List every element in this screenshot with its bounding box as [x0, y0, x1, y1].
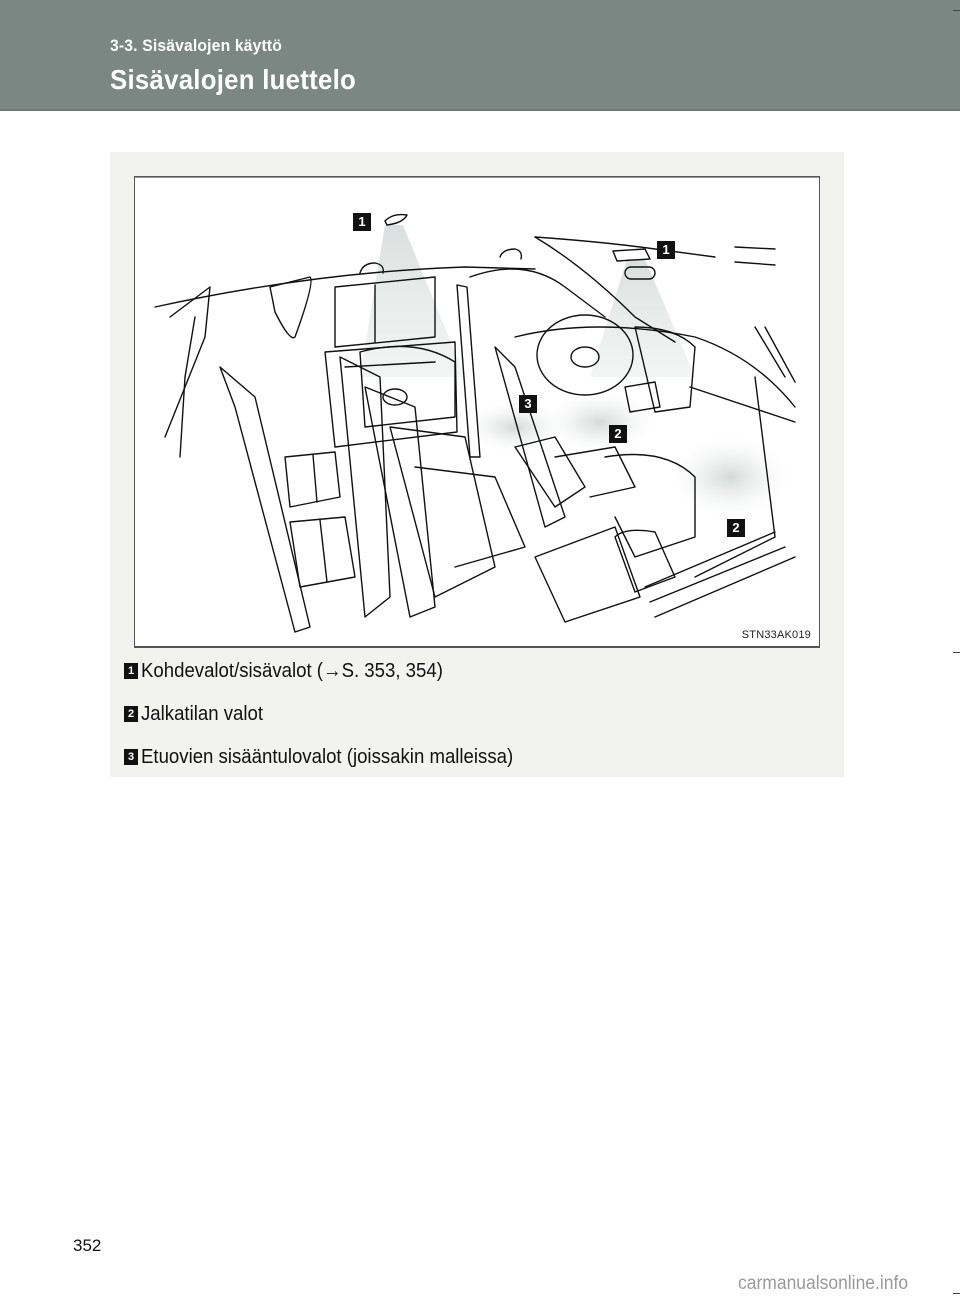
callout-1-rear-dome: 1: [353, 213, 371, 231]
legend: [124, 656, 541, 785]
watermark-link[interactable]: carmanualsonline.info: [738, 1273, 909, 1294]
car-interior-line-drawing: [135, 177, 819, 647]
figure-code: STN33AK019: [741, 629, 811, 641]
legend-number-badge: 1: [124, 663, 138, 679]
legend-number-badge: 2: [124, 706, 138, 722]
header-band: [0, 0, 960, 111]
legend-text: Jalkatilan valot: [141, 702, 264, 725]
callout-2-footwell-passenger: 2: [727, 519, 745, 537]
legend-item: [124, 656, 541, 686]
crop-mark: [953, 652, 960, 653]
callout-1-front-overhead: 1: [657, 241, 675, 259]
crop-mark: [953, 1293, 960, 1294]
page-title: Sisävalojen luettelo: [110, 64, 357, 95]
section-label: 3-3. Sisävalojen käyttö: [110, 36, 283, 55]
legend-number-badge: 3: [124, 749, 138, 765]
interior-lights-illustration: [134, 176, 820, 648]
crop-mark: [953, 10, 960, 11]
callout-3-door-courtesy: 3: [519, 395, 537, 413]
legend-item: [124, 699, 541, 729]
legend-item: [124, 742, 541, 772]
callout-2-footwell-center: 2: [609, 425, 627, 443]
page-number: 352: [73, 1236, 102, 1255]
legend-text: Etuovien sisääntulovalot (joissakin malleissa): [141, 745, 514, 768]
legend-text: Kohdevalot/sisävalot (→S. 353, 354): [141, 659, 443, 682]
